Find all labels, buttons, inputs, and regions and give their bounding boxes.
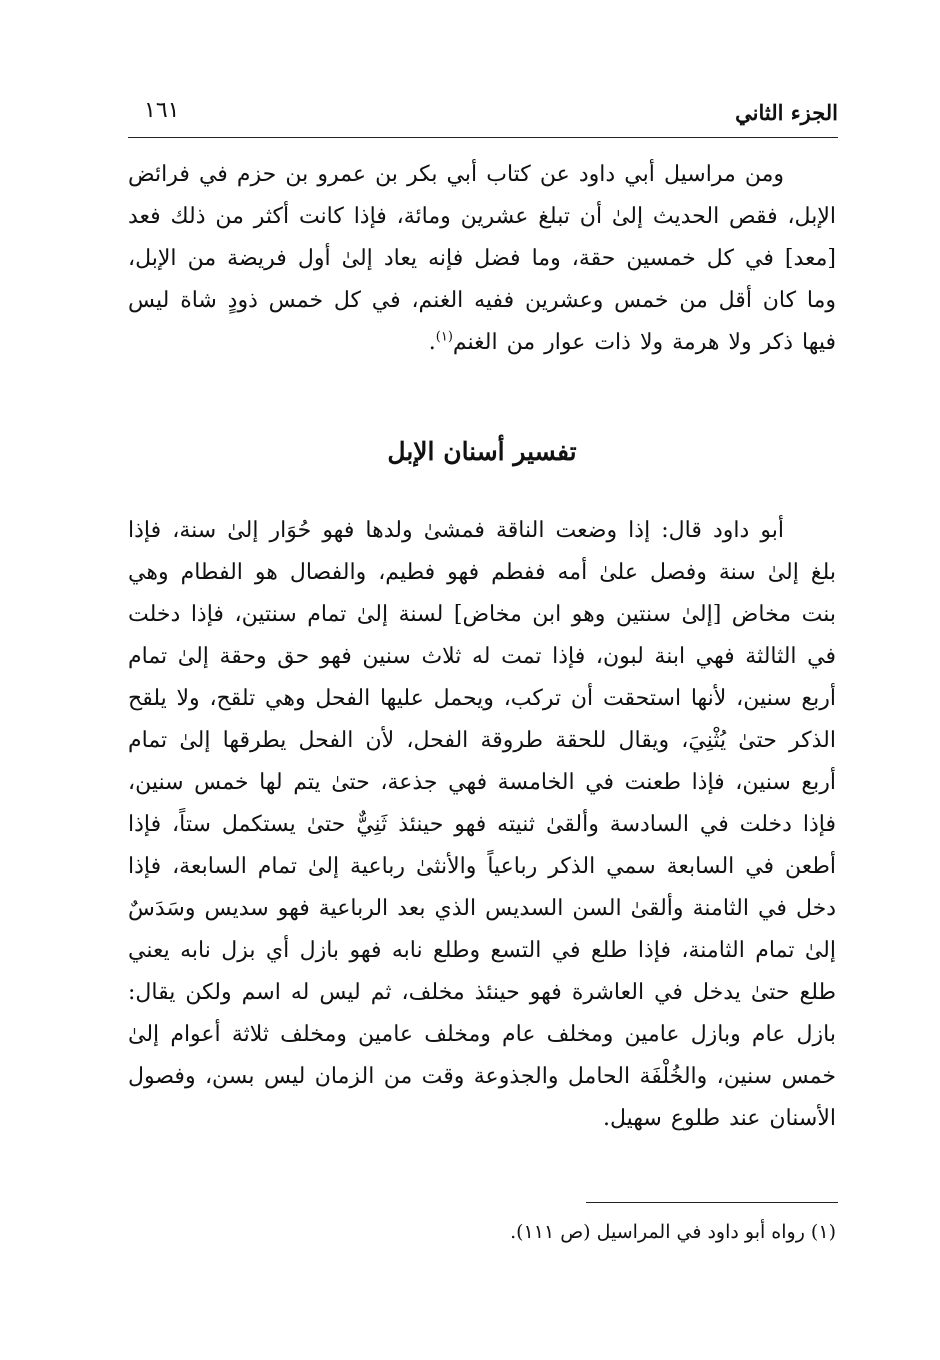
running-header: [128, 92, 838, 136]
footnote: (١) رواه أبو داود في المراسيل (ص ١١١).: [510, 1221, 836, 1243]
paragraph-1-end: .: [428, 330, 436, 355]
paragraph-1-text: ومن مراسيل أبي داود عن كتاب أبي بكر بن عمرو بن حزم في فرائض الإبل، فقص الحديث إلىٰ أن تبلغ عشرين ومائة، فإذا كانت أكثر من ذلك فعد [معد] في كل خمسين حقة، وما فضل فإنه يعاد إلىٰ أول فريضة من الإبل، وما كان أقل من خمس وعشرين ففيه الغنم، في كل خمس ذودٍ شاة ليس فيها ذكر ولا هرمة ولا ذات عوار من الغنم: [128, 162, 836, 355]
footnote-rule: [586, 1202, 838, 1203]
paragraph-camel-ages: أبو داود قال: إذا وضعت الناقة فمشىٰ ولدها فهو حُوَار إلىٰ سنة، فإذا بلغ إلىٰ سنة وفصل علىٰ أمه ففطم فهو فطيم، والفصال هو الفطام وهي بنت مخاض [إلىٰ سنتين وهو ابن مخاض] لسنة إلىٰ تمام سنتين، فإذا دخلت في الثالثة فهي ابنة لبون، فإذا تمت له ثلاث سنين فهو حق وحقة إلىٰ تمام أربع سنين، لأنها استحقت أن تركب، ويحمل عليها الفحل وهي تلقح، ولا يلقح الذكر حتىٰ يُثْنِيَ، ويقال للحقة طروقة الفحل، لأن الفحل يطرقها إلىٰ تمام أربع سنين، فإذا طعنت في الخامسة فهي جذعة، حتىٰ يتم لها خمس سنين، فإذا دخلت في السادسة وألقىٰ ثنيته فهو حينئذ ثَنِيٌّ حتىٰ يستكمل ستاً، فإذا أطعن في السابعة سمي الذكر رباعياً والأنثىٰ رباعية إلىٰ تمام السابعة، فإذا دخل في الثامنة وألقىٰ السن السديس الذي بعد الرباعية فهو سديس وسَدَسٌ إلىٰ تمام الثامنة، فإذا طلع في التسع وطلع نابه فهو بازل أي بزل نابه يعني طلع حتىٰ يدخل في العاشرة فهو حينئذ مخلف، ثم ليس له اسم ولكن يقال: بازل عام وبازل عامين ومخلف عام ومخلف عامين ومخلف ثلاثة أعوام إلىٰ خمس سنين، والخُلْفَة الحامل والجذوعة وقت من الزمان ليس بسن، وفصول الأسنان عند طلوع سهيل.: [128, 518, 836, 1131]
section-heading: تفسير أسنان الإبل: [387, 437, 577, 466]
footnote-reference: (١): [435, 329, 453, 345]
header-rule: [128, 137, 838, 138]
paragraph-mursal-abu-dawud: [128, 154, 836, 364]
page-number: ١٦١: [144, 98, 180, 123]
part-title: الجزء الثاني: [735, 100, 838, 125]
